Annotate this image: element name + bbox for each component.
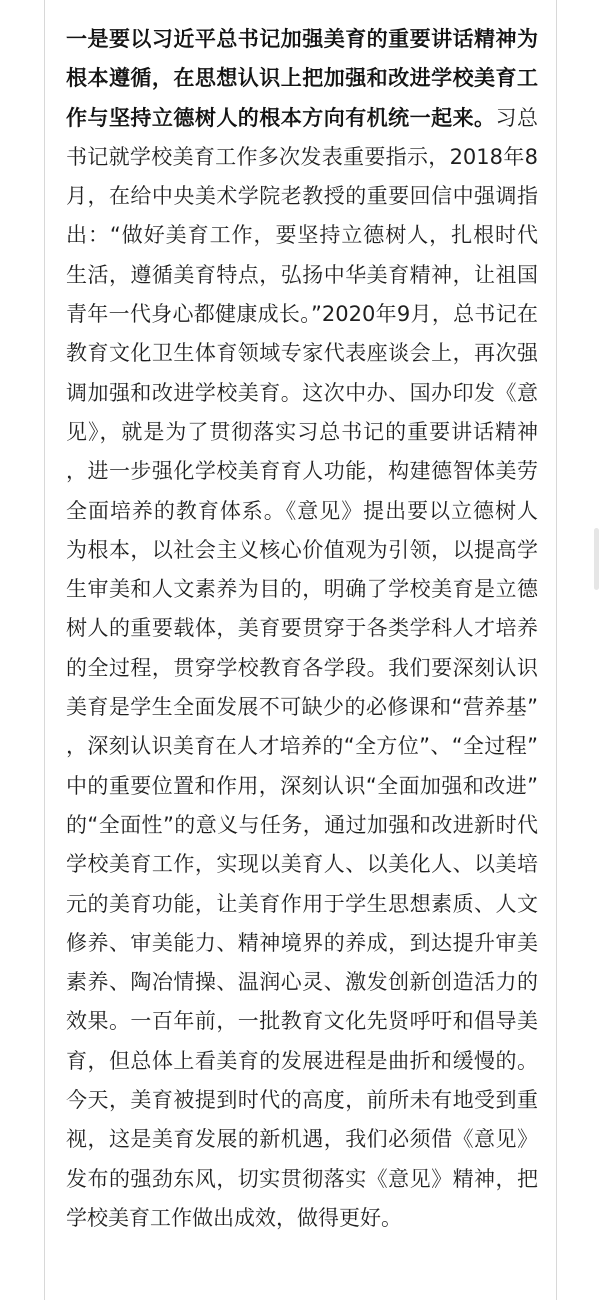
lead-sentence-bold: 一是要以习近平总书记加强美育的重要讲话精神为根本遵循，在思想认识上把加强和改进学校美育工作与坚持立德树人的根本方向有机统一起来。 bbox=[66, 27, 538, 130]
scrollbar-thumb[interactable] bbox=[594, 528, 599, 590]
article-paragraph bbox=[66, 20, 538, 1238]
left-column-rule bbox=[44, 0, 45, 1300]
body-text: 习总书记就学校美育工作多次发表重要指示，2018年8月，在给中央美术学院老教授的重要回信中强调指出：“做好美育工作，要坚持立德树人，扎根时代生活，遵循美育特点，弘扬中华美育精神，让祖国青年一代身心都健康成长。”2020年9月，总书记在教育文化卫生体育领域专家代表座谈会上，再次强调加强和改进学校美育。这次中办、国办印发《意见》，就是为了贯彻落实习总书记的重要讲话精神，进一步强化学校美育育人功能，构建德智体美劳全面培养的教育体系。《意见》提出要以立德树人为根本，以社会主义核心价值观为引领，以提高学生审美和人文素养为目的，明确了学校美育是立德树人的重要载体，美育要贯穿于各类学科人才培养的全过程，贯穿学校教育各学段。我们要深刻认识美育是学生全面发展不可缺少的必修课和“营养基”，深刻认识美育在人才培养的“全方位”、“全过程”中的重要位置和作用，深刻认识“全面加强和改进”的“全面性”的意义与任务，通过加强和改进新时代学校美育工作，实现以美育人、以美化人、以美培元的美育功能，让美育作用于学生思想素质、人文修养、审美能力、精神境界的养成，到达提升审美素养、陶冶情操、温润心灵、激发创新创造活力的效果。一百年前，一批教育文化先贤呼吁和倡导美育，但总体上看美育的发展进程是曲折和缓慢的。今天，美育被提到时代的高度，前所未有地受到重视，这是美育发展的新机遇，我们必须借《意见》发布的强劲东风，切实贯彻落实《意见》精神，把学校美育工作做出成效，做得更好。 bbox=[66, 105, 539, 1230]
right-column-rule bbox=[556, 0, 557, 1300]
